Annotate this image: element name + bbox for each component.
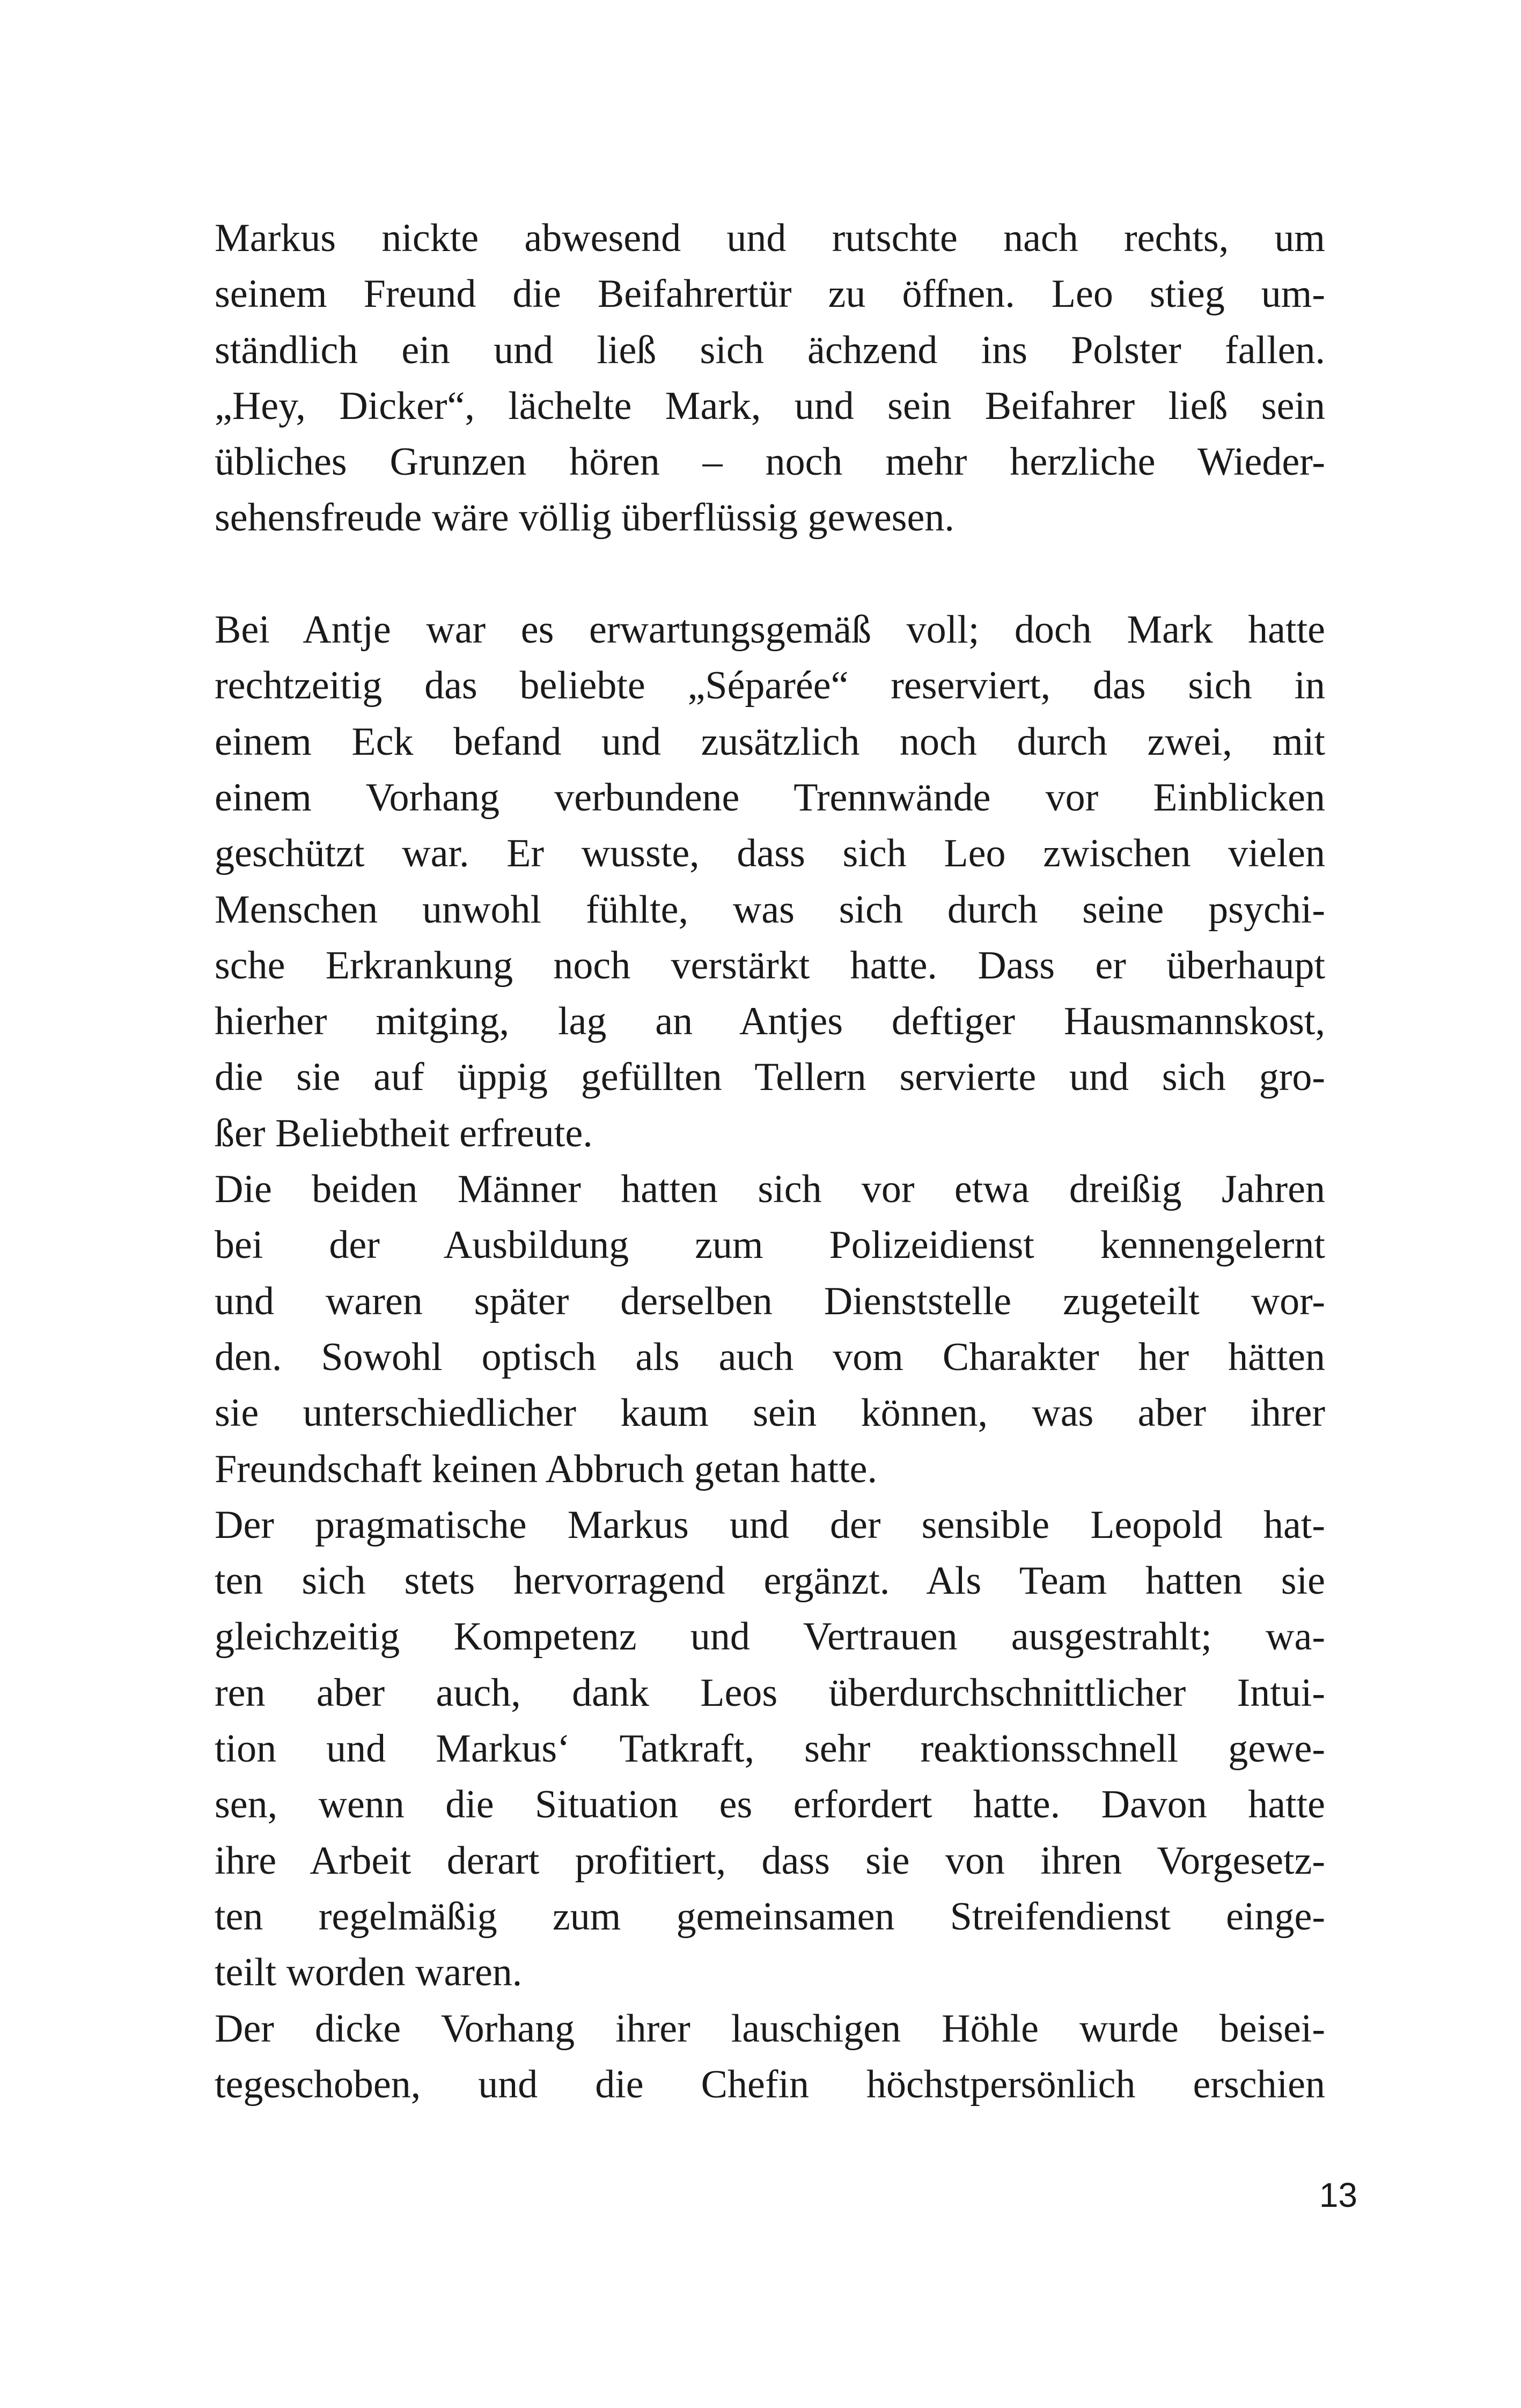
text-line: einem Eck befand und zusätzlich noch durch zwei, mit	[215, 719, 1325, 764]
text-line: sche Erkrankung noch verstärkt hatte. Dass er überhaupt	[215, 943, 1325, 988]
text-line: ständlich ein und ließ sich ächzend ins Polster fallen.	[215, 328, 1325, 372]
text-line: den. Sowohl optisch als auch vom Charakter her hätten	[215, 1335, 1325, 1379]
text-line: einem Vorhang verbundene Trennwände vor Einblicken	[215, 775, 1325, 820]
text-line: geschützt war. Er wusste, dass sich Leo zwischen vielen	[215, 831, 1325, 876]
text-line: übliches Grunzen hören – noch mehr herzliche Wieder-	[215, 440, 1325, 484]
text-line: Bei Antje war es erwartungsgemäß voll; doch Mark hatte	[215, 608, 1325, 652]
text-line: hierher mitging, lag an Antjes deftiger Hausmannskost,	[215, 999, 1325, 1044]
text-line: ren aber auch, dank Leos überdurchschnittlicher Intui-	[215, 1670, 1325, 1715]
text-line: sie unterschiedlicher kaum sein können, was aber ihrer	[215, 1391, 1325, 1435]
text-line: „Hey, Dicker“, lächelte Mark, und sein Beifahrer ließ sein	[215, 384, 1325, 428]
text-line: rechtzeitig das beliebte „Séparée“ reserviert, das sich in	[215, 664, 1325, 708]
text-line: tion und Markus‘ Tatkraft, sehr reaktionsschnell gewe-	[215, 1727, 1325, 1771]
page-number: 13	[1319, 2176, 1357, 2214]
paragraph-spacer	[215, 546, 1325, 602]
text-line: Der dicke Vorhang ihrer lauschigen Höhle wurde beisei-	[215, 2006, 1325, 2051]
text-line: seinem Freund die Beifahrertür zu öffnen. Leo stieg um-	[215, 272, 1325, 316]
text-line: sen, wenn die Situation es erfordert hatte. Davon hatte	[215, 1783, 1325, 1827]
text-line: teilt worden waren.	[215, 1950, 523, 1995]
text-line: ßer Beliebtheit erfreute.	[215, 1111, 593, 1155]
text-line: ten regelmäßig zum gemeinsamen Streifendienst einge-	[215, 1894, 1325, 1939]
text-line: ihre Arbeit derart profitiert, dass sie von ihren Vorgesetz-	[215, 1838, 1325, 1883]
paragraph-3	[215, 1161, 1325, 1497]
text-line: gleichzeitig Kompetenz und Vertrauen ausgestrahlt; wa-	[215, 1615, 1325, 1659]
paragraph-2	[215, 602, 1325, 1161]
text-line: ten sich stets hervorragend ergänzt. Als Team hatten sie	[215, 1559, 1325, 1603]
text-line: Menschen unwohl fühlte, was sich durch seine psychi-	[215, 887, 1325, 932]
text-line: Der pragmatische Markus und der sensible Leopold hat-	[215, 1503, 1325, 1547]
text-line: sehensfreude wäre völlig überflüssig gewesen.	[215, 496, 954, 540]
text-line: Die beiden Männer hatten sich vor etwa dreißig Jahren	[215, 1167, 1325, 1212]
paragraph-1	[215, 210, 1325, 546]
paragraph-4	[215, 1497, 1325, 2001]
text-line: Freundschaft keinen Abbruch getan hatte.	[215, 1447, 877, 1491]
text-line: die sie auf üppig gefüllten Tellern servierte und sich gro-	[215, 1055, 1325, 1100]
text-line: Markus nickte abwesend und rutschte nach rechts, um	[215, 216, 1325, 260]
text-line: tegeschoben, und die Chefin höchstpersönlich erschien	[215, 2062, 1325, 2107]
text-line: bei der Ausbildung zum Polizeidienst kennengelernt	[215, 1223, 1325, 1268]
text-line: und waren später derselben Dienststelle zugeteilt wor-	[215, 1279, 1325, 1323]
paragraph-5	[215, 2001, 1325, 2113]
book-page-text	[215, 210, 1325, 2112]
